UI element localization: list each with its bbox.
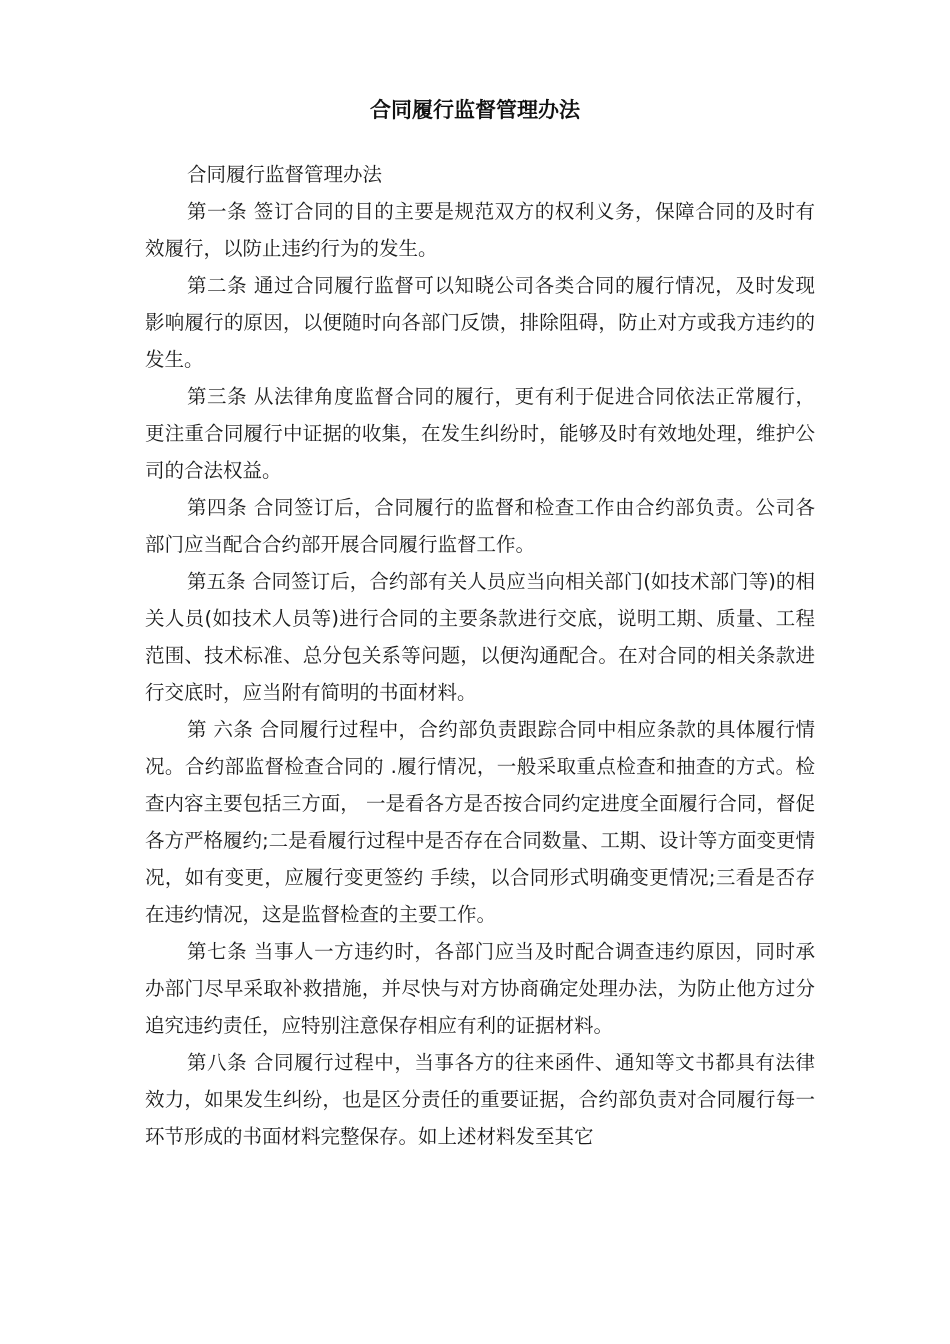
paragraph-article-6: 第 六条 合同履行过程中，合约部负责跟踪合同中相应条款的具体履行情况。合约部监督检查合同的 .履行情况，一般采取重点检查和抽查的方式。检查内容主要包括三方面， 一是看各方是否按合同约定进度全面履行合同，督促各方严格履约;二是看履行过程中是否存在合同数量、工期、设计等方面变更情况，如有变更，应履行变更签约 手续，以合同形式明确变更情况;三看是否存在违约情况，这是监督检查的主要工作。 [145,718,815,926]
document-body [145,156,815,1155]
paragraph-article-8: 第八条 合同履行过程中，当事各方的往来函件、通知等文书都具有法律效力，如果发生纠纷，也是区分责任的重要证据，合约部负责对合同履行每一环节形成的书面材料完整保存。如上述材料发至其它 [145,1051,815,1148]
paragraph-article-2: 第二条 通过合同履行监督可以知晓公司各类合同的履行情况，及时发现影响履行的原因，以便随时向各部门反馈，排除阻碍，防止对方或我方违约的发生。 [145,274,815,371]
paragraph-article-4: 第四条 合同签订后，合同履行的监督和检查工作由合约部负责。公司各部门应当配合合约部开展合同履行监督工作。 [145,496,815,556]
paragraph-article-5: 第五条 合同签订后，合约部有关人员应当向相关部门(如技术部门等)的相关人员(如技术人员等)进行合同的主要条款进行交底，说明工期、质量、工程范围、技术标准、总分包关系等问题，以便沟通配合。在对合同的相关条款进行交底时，应当附有简明的书面材料。 [145,570,815,704]
paragraph-subtitle: 合同履行监督管理办法 [187,163,383,186]
paragraph-article-7: 第七条 当事人一方违约时，各部门应当及时配合调查违约原因，同时承办部门尽早采取补救措施，并尽快与对方协商确定处理办法，为防止他方过分追究违约责任，应特别注意保存相应有利的证据材料。 [145,940,815,1037]
paragraph-article-3: 第三条 从法律角度监督合同的履行，更有利于促进合同依法正常履行，更注重合同履行中证据的收集，在发生纠纷时，能够及时有效地处理，维护公司的合法权益。 [145,385,815,482]
paragraph-article-1: 第一条 签订合同的目的主要是规范双方的权利义务，保障合同的及时有效履行，以防止违约行为的发生。 [145,200,815,260]
document-title: 合同履行监督管理办法 [370,98,580,122]
